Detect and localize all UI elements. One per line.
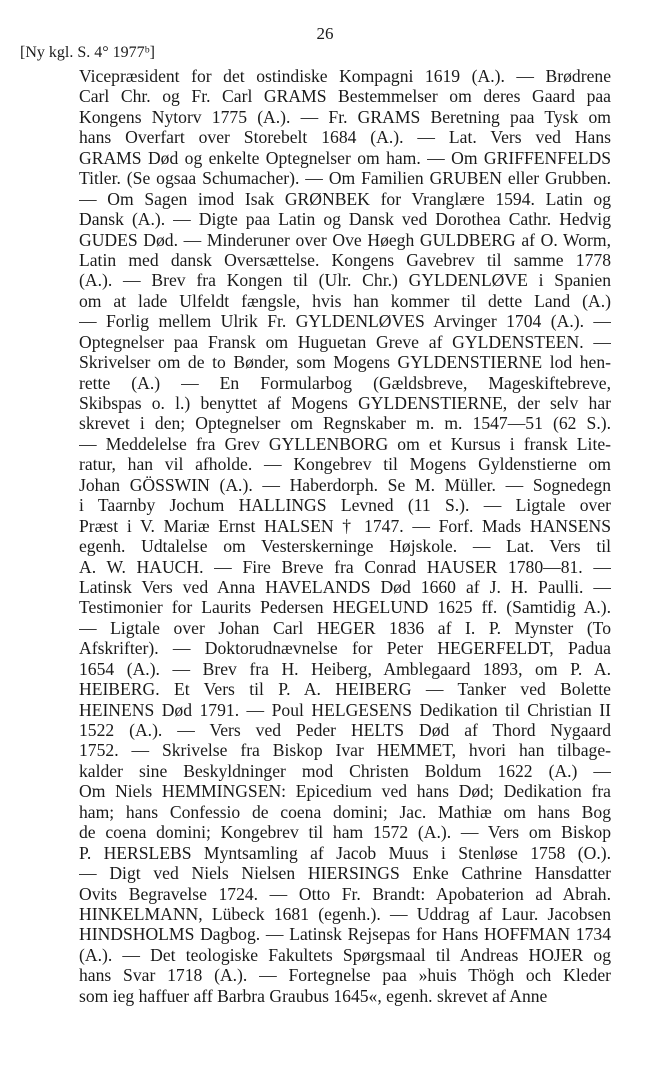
text-line: 1522 (A.). — Vers ved Peder HELTS Død af Thord Nygaard — [79, 720, 611, 740]
page-number: 26 — [316, 24, 334, 43]
text-line: HEINENS Død 1791. — Poul HELGESENS Dedikation til Christian II — [79, 699, 611, 720]
text-line: Skibspas o. l.) benyttet af Mogens GYLDENSTIERNE, der selv har — [79, 393, 611, 413]
text-line: kalder sine Beskyldninger mod Christen Boldum 1622 (A.) — — [79, 760, 611, 781]
text-line: hans Overfart over Storebelt 1684 (A.). — Lat. Vers ved Hans — [79, 127, 611, 148]
text-line: de coena domini; Kongebrev til ham 1572 (A.). — Vers om Biskop — [79, 822, 611, 843]
text-line: egenh. Udtalelse om Vesterskerninge Højskole. — Lat. Vers til — [79, 536, 611, 557]
text-line: Latinsk Vers ved Anna HAVELANDS Død 1660 af J. H. Paulli. — — [79, 576, 611, 597]
text-line: ratur, han vil afholde. — Kongebrev til Mogens Gyldenstierne om — [79, 454, 611, 475]
text-line: Kongens Nytorv 1775 (A.). — Fr. GRAMS Beretning paa Tysk om — [79, 106, 611, 127]
text-line: Optegnelser paa Fransk om Huguetan Greve af GYLDENSTEEN. — — [79, 331, 611, 352]
text-line: Præst i V. Mariæ Ernst HALSEN † 1747. — Forf. Mads HANSENS — [79, 515, 611, 536]
text-line: 1752. — Skrivelse fra Biskop Ivar HEMMET, hvori han tilbage- — [79, 740, 611, 761]
text-line: P. HERSLEBS Myntsamling af Jacob Muus i Stenløse 1758 (O.). — [79, 842, 611, 863]
text-line: — Ligtale over Johan Carl HEGER 1836 af I. P. Mynster (To — [79, 617, 611, 638]
text-line: Afskrifter). — Doktorudnævnelse for Peter HEGERFELDT, Padua — [79, 638, 611, 659]
text-line: ham; hans Confessio de coena domini; Jac. Mathiæ om hans Bog — [79, 801, 611, 822]
text-line: Johan GÖSSWIN (A.). — Haberdorph. Se M. Müller. — Sognedegn — [79, 474, 611, 495]
text-line: Om Niels HEMMINGSEN: Epicedium ved hans Død; Dedikation fra — [79, 781, 611, 802]
text-line: — Forlig mellem Ulrik Fr. GYLDENLØVES Arvinger 1704 (A.). — — [79, 311, 611, 332]
text-line: — Digt ved Niels Nielsen HIERSINGS Enke Cathrine Hansdatter — [79, 863, 611, 884]
text-line: Carl Chr. og Fr. Carl GRAMS Bestemmelser om deres Gaard paa — [79, 86, 611, 107]
text-line: Titler. (Se ogsaa Schumacher). — Om Familien GRUBEN eller Grubben. — [79, 168, 611, 189]
body-text — [79, 66, 611, 1006]
text-line: Skrivelser om de to Bønder, som Mogens GYLDENSTIERNE lod hen- — [79, 352, 611, 373]
text-line: Latin med dansk Oversættelse. Kongens Gavebrev til samme 1778 — [79, 249, 611, 270]
text-line: — Om Sagen imod Isak GRØNBEK for Vranglære 1594. Latin og — [79, 188, 611, 209]
text-line: A. W. HAUCH. — Fire Breve fra Conrad HAUSER 1780—81. — — [79, 556, 611, 577]
text-line: om at lade Ulfeldt fængsle, hvis han kommer til dette Land (A.) — [79, 290, 611, 311]
text-line: som ieg haffuer aff Barbra Graubus 1645«, egenh. skrevet af Anne — [79, 985, 548, 1006]
text-line: (A.). — Det teologiske Fakultets Spørgsmaal til Andreas HOJER og — [79, 944, 611, 965]
text-line: 1654 (A.). — Brev fra H. Heiberg, Amblegaard 1893, om P. A. — [79, 658, 611, 679]
text-line: HINDSHOLMS Dagbog. — Latinsk Rejsepas for Hans HOFFMAN 1734 — [79, 924, 611, 945]
text-line: HEIBERG. Et Vers til P. A. HEIBERG — Tanker ved Bolette — [79, 679, 611, 700]
text-line: skrevet i den; Optegnelser om Regnskaber m. m. 1547—51 (62 S.). — [79, 413, 611, 434]
text-line: (A.). — Brev fra Kongen til (Ulr. Chr.) GYLDENLØVE i Spanien — [79, 270, 611, 291]
text-line: — Meddelelse fra Grev GYLLENBORG om et Kursus i fransk Lite- — [79, 433, 611, 454]
text-line: GRAMS Død og enkelte Optegnelser om ham. — Om GRIFFENFELDS — [79, 147, 611, 168]
text-line: Testimonier for Laurits Pedersen HEGELUND 1625 ff. (Samtidig A.). — [79, 597, 611, 618]
text-line: GUDES Død. — Minderuner over Ove Høegh GULDBERG af O. Worm, — [79, 229, 611, 250]
text-line: i Taarnby Jochum HALLINGS Levned (11 S.). — Ligtale over — [79, 495, 611, 516]
text-line: HINKELMANN, Lübeck 1681 (egenh.). — Uddrag af Laur. Jacobsen — [79, 903, 611, 924]
text-line: Vicepræsident for det ostindiske Kompagni 1619 (A.). — Brødrene — [79, 66, 611, 86]
text-line: rette (A.) — En Formularbog (Gældsbreve, Mageskiftebreve, — [79, 372, 611, 393]
text-line: Dansk (A.). — Digte paa Latin og Dansk ved Dorothea Cathr. Hedvig — [79, 209, 611, 230]
text-line: Ovits Begravelse 1724. — Otto Fr. Brandt: Apobaterion ad Abrah. — [79, 883, 611, 904]
text-line: hans Svar 1718 (A.). — Fortegnelse paa »huis Thögh och Kleder — [79, 965, 611, 986]
shelfmark: [Ny kgl. S. 4° 1977ᵇ] — [20, 44, 155, 61]
